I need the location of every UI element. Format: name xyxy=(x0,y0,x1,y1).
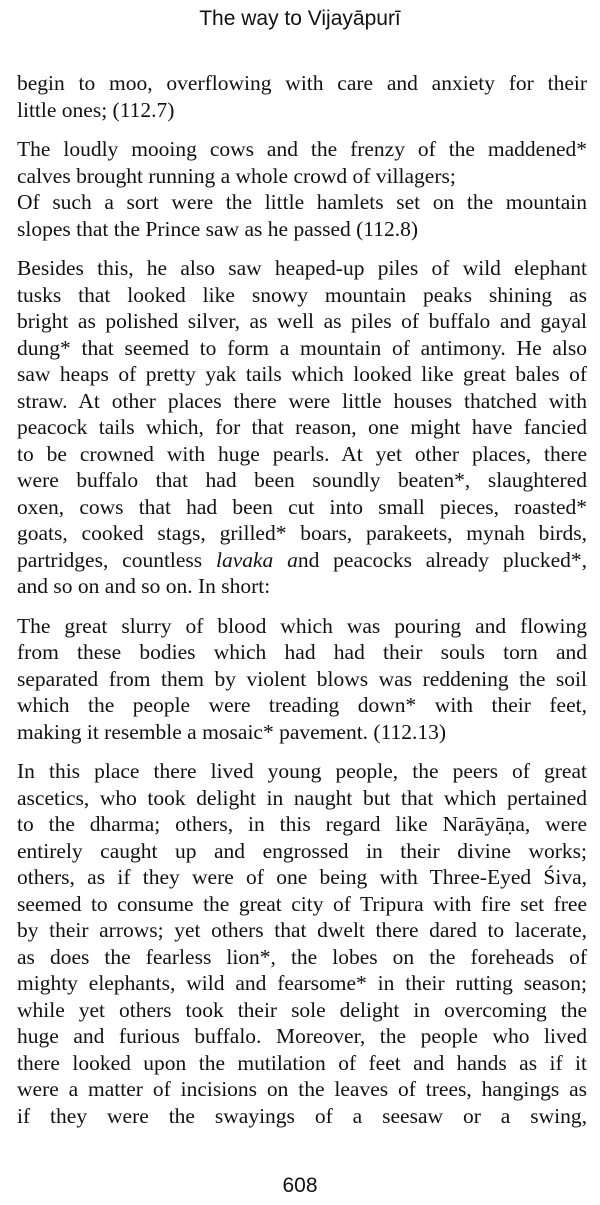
text-line: seemed to consume the great city of Tripura with fire set free xyxy=(17,891,587,916)
text-run: nd peacocks already plucked*, xyxy=(297,547,588,572)
text-line: In this place there lived young people, the peers of great xyxy=(17,759,587,783)
text-line: from these bodies which had had their souls torn and xyxy=(17,640,587,664)
paragraph xyxy=(17,758,587,1129)
text-line: making it resemble a mosaic* pavement. (112.13) xyxy=(17,719,447,744)
text-line: entirely caught up and engrossed in their divine works; xyxy=(17,838,587,863)
text-line: Of such a sort were the little hamlets set on the mountain xyxy=(17,190,587,214)
text-line: straw. At other places there were little houses thatched with xyxy=(17,388,587,413)
text-line-with-italic xyxy=(17,547,587,574)
text-line: while yet others took their sole delight in overcoming the xyxy=(17,997,587,1022)
text-line: dung* that seemed to form a mountain of antimony. He also xyxy=(17,335,587,360)
text-line: goats, cooked stags, grilled* boars, parakeets, mynah birds, xyxy=(17,521,587,545)
text-line: separated from them by violent blows was reddening the soil xyxy=(17,666,587,691)
text-line: The great slurry of blood which was pouring and flowing xyxy=(17,613,587,638)
text-line: begin to moo, overflowing with care and anxiety for their xyxy=(17,71,587,95)
text-line: oxen, cows that had been cut into small pieces, roasted* xyxy=(17,494,587,519)
italic-term: lavaka a xyxy=(215,547,298,572)
running-head: The way to Vijayāpurī xyxy=(199,7,401,30)
text-line: there looked upon the mutilation of feet and hands as if it xyxy=(17,1050,587,1075)
text-line: which the people were treading down* with their feet, xyxy=(17,693,587,717)
text-line: were a matter of incisions on the leaves of trees, hangings as xyxy=(17,1077,587,1101)
text-line: by their arrows; yet others that dwelt there dared to lacerate, xyxy=(17,918,587,942)
text-line: bright as polished silver, as well as piles of buffalo and gayal xyxy=(17,309,587,333)
paragraph xyxy=(17,136,587,242)
text-line: saw heaps of pretty yak tails which looked like great bales of xyxy=(17,362,587,386)
text-line: calves brought running a whole crowd of villagers; xyxy=(17,163,456,188)
text-line: ascetics, who took delight in naught but that which pertained xyxy=(17,785,587,810)
text-run: partridges, countless xyxy=(17,547,216,572)
page-number: 608 xyxy=(282,1174,318,1197)
body-text xyxy=(17,70,587,1142)
paragraph xyxy=(17,70,587,123)
text-line: huge and furious buffalo. Moreover, the people who lived xyxy=(17,1024,587,1048)
paragraph xyxy=(17,613,587,746)
text-line: little ones; (112.7) xyxy=(17,97,175,122)
text-line: mighty elephants, wild and fearsome* in their rutting season; xyxy=(17,971,587,995)
text-line: tusks that looked like snowy mountain peaks shining as xyxy=(17,282,587,307)
text-line: others, as if they were of one being with Three-Eyed Śiva, xyxy=(17,865,587,889)
text-line: to be crowned with huge pearls. At yet other places, there xyxy=(17,441,587,466)
text-line: and so on and so on. In short: xyxy=(17,574,271,598)
text-line: as does the fearless lion*, the lobes on the foreheads of xyxy=(17,944,587,969)
paragraph xyxy=(17,255,587,600)
text-line: The loudly mooing cows and the frenzy of the maddened* xyxy=(17,137,587,161)
text-line: if they were the swayings of a seesaw or a swing, xyxy=(17,1103,587,1128)
text-line: slopes that the Prince saw as he passed (112.8) xyxy=(17,216,419,241)
text-line: Besides this, he also saw heaped-up piles of wild elephant xyxy=(17,256,587,280)
text-line: peacock tails which, for that reason, one might have fancied xyxy=(17,415,587,439)
text-line: to the dharma; others, in this regard like Narāyāṇa, were xyxy=(17,812,587,836)
text-line: were buffalo that had been soundly beaten*, slaughtered xyxy=(17,468,587,492)
